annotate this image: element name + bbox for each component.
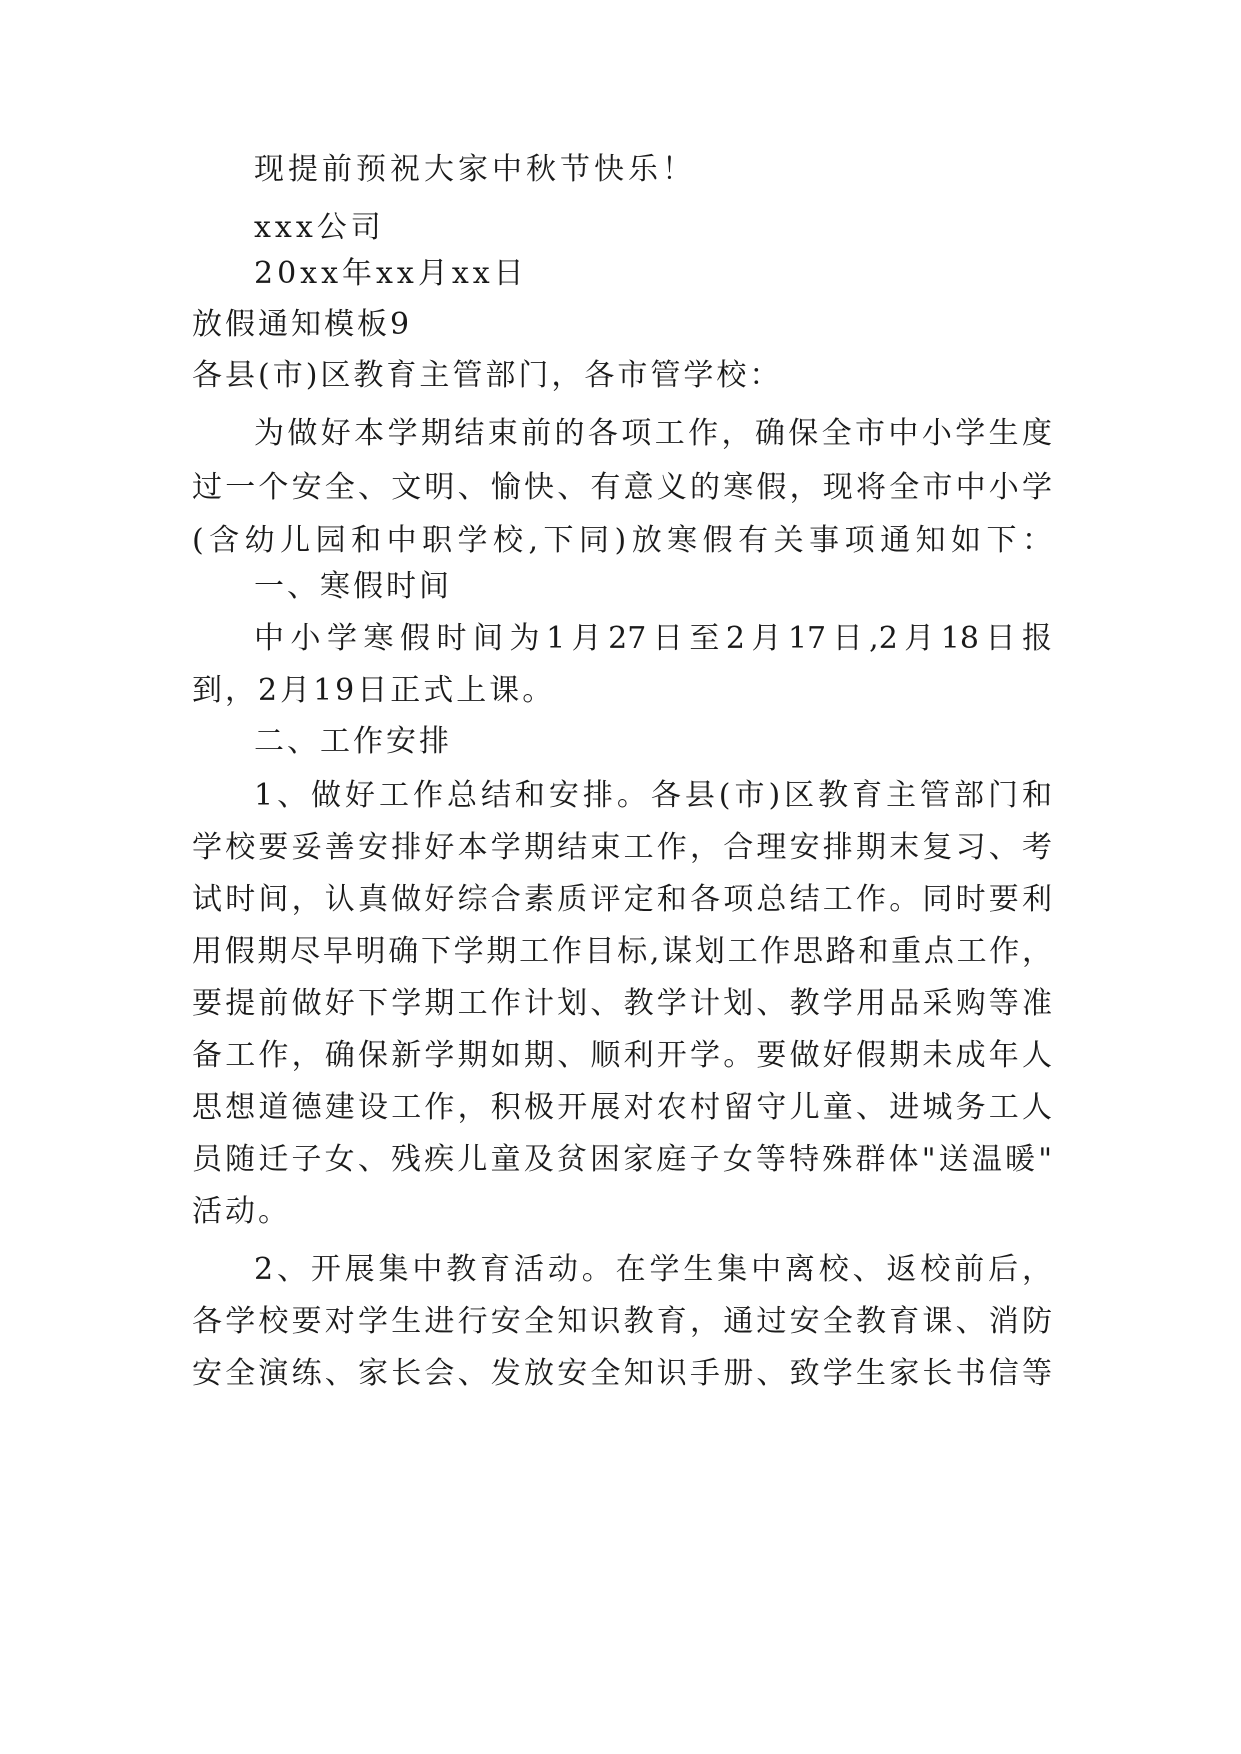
paragraph-line: 用假期尽早明确下学期工作目标,谋划工作思路和重点工作， xyxy=(192,934,1052,969)
paragraph-line: 为做好本学期结束前的各项工作，确保全市中小学生度 xyxy=(254,416,1052,451)
paragraph-line: 备工作，确保新学期如期、顺利开学。要做好假期未成年人 xyxy=(192,1038,1052,1073)
paragraph-line: 活动。 xyxy=(192,1194,291,1229)
section-title: 放假通知模板9 xyxy=(192,307,413,342)
paragraph-line: 员随迁子女、残疾儿童及贫困家庭子女等特殊群体"送温暖" xyxy=(192,1142,1052,1177)
closing-greeting: 现提前预祝大家中秋节快乐！ xyxy=(254,152,696,187)
paragraph-line: 各学校要对学生进行安全知识教育，通过安全教育课、消防 xyxy=(192,1304,1052,1339)
paragraph-line: 安全演练、家长会、发放安全知识手册、致学生家长书信等 xyxy=(192,1356,1052,1391)
paragraph-line: 1、做好工作总结和安排。各县(市)区教育主管部门和 xyxy=(254,778,1052,813)
salutation: 各县(市)区教育主管部门，各市管学校： xyxy=(192,358,783,393)
paragraph-line: 要提前做好下学期工作计划、教学计划、教学用品采购等准 xyxy=(192,986,1052,1021)
paragraph-line: 学校要妥善安排好本学期结束工作，合理安排期末复习、考 xyxy=(192,830,1052,865)
subheading-vacation-time: 一、寒假时间 xyxy=(254,569,452,604)
signature-date: 20xx年xx月xx日 xyxy=(254,256,528,291)
paragraph-line: 2、开展集中教育活动。在学生集中离校、返校前后， xyxy=(254,1252,1052,1287)
paragraph-line: (含幼儿园和中职学校,下同)放寒假有关事项通知如下： xyxy=(192,523,1052,558)
paragraph-line: 过一个安全、文明、愉快、有意义的寒假，现将全市中小学 xyxy=(192,470,1052,505)
paragraph-line: 思想道德建设工作，积极开展对农村留守儿童、进城务工人 xyxy=(192,1090,1052,1125)
paragraph-line: 试时间，认真做好综合素质评定和各项总结工作。同时要利 xyxy=(192,882,1052,917)
paragraph-line: 中小学寒假时间为1月27日至2月17日,2月18日报 xyxy=(254,621,1052,656)
subheading-work-arrangement: 二、工作安排 xyxy=(254,724,452,759)
paragraph-line: 到，2月19日正式上课。 xyxy=(192,673,556,708)
company-signature: xxx公司 xyxy=(254,210,385,245)
